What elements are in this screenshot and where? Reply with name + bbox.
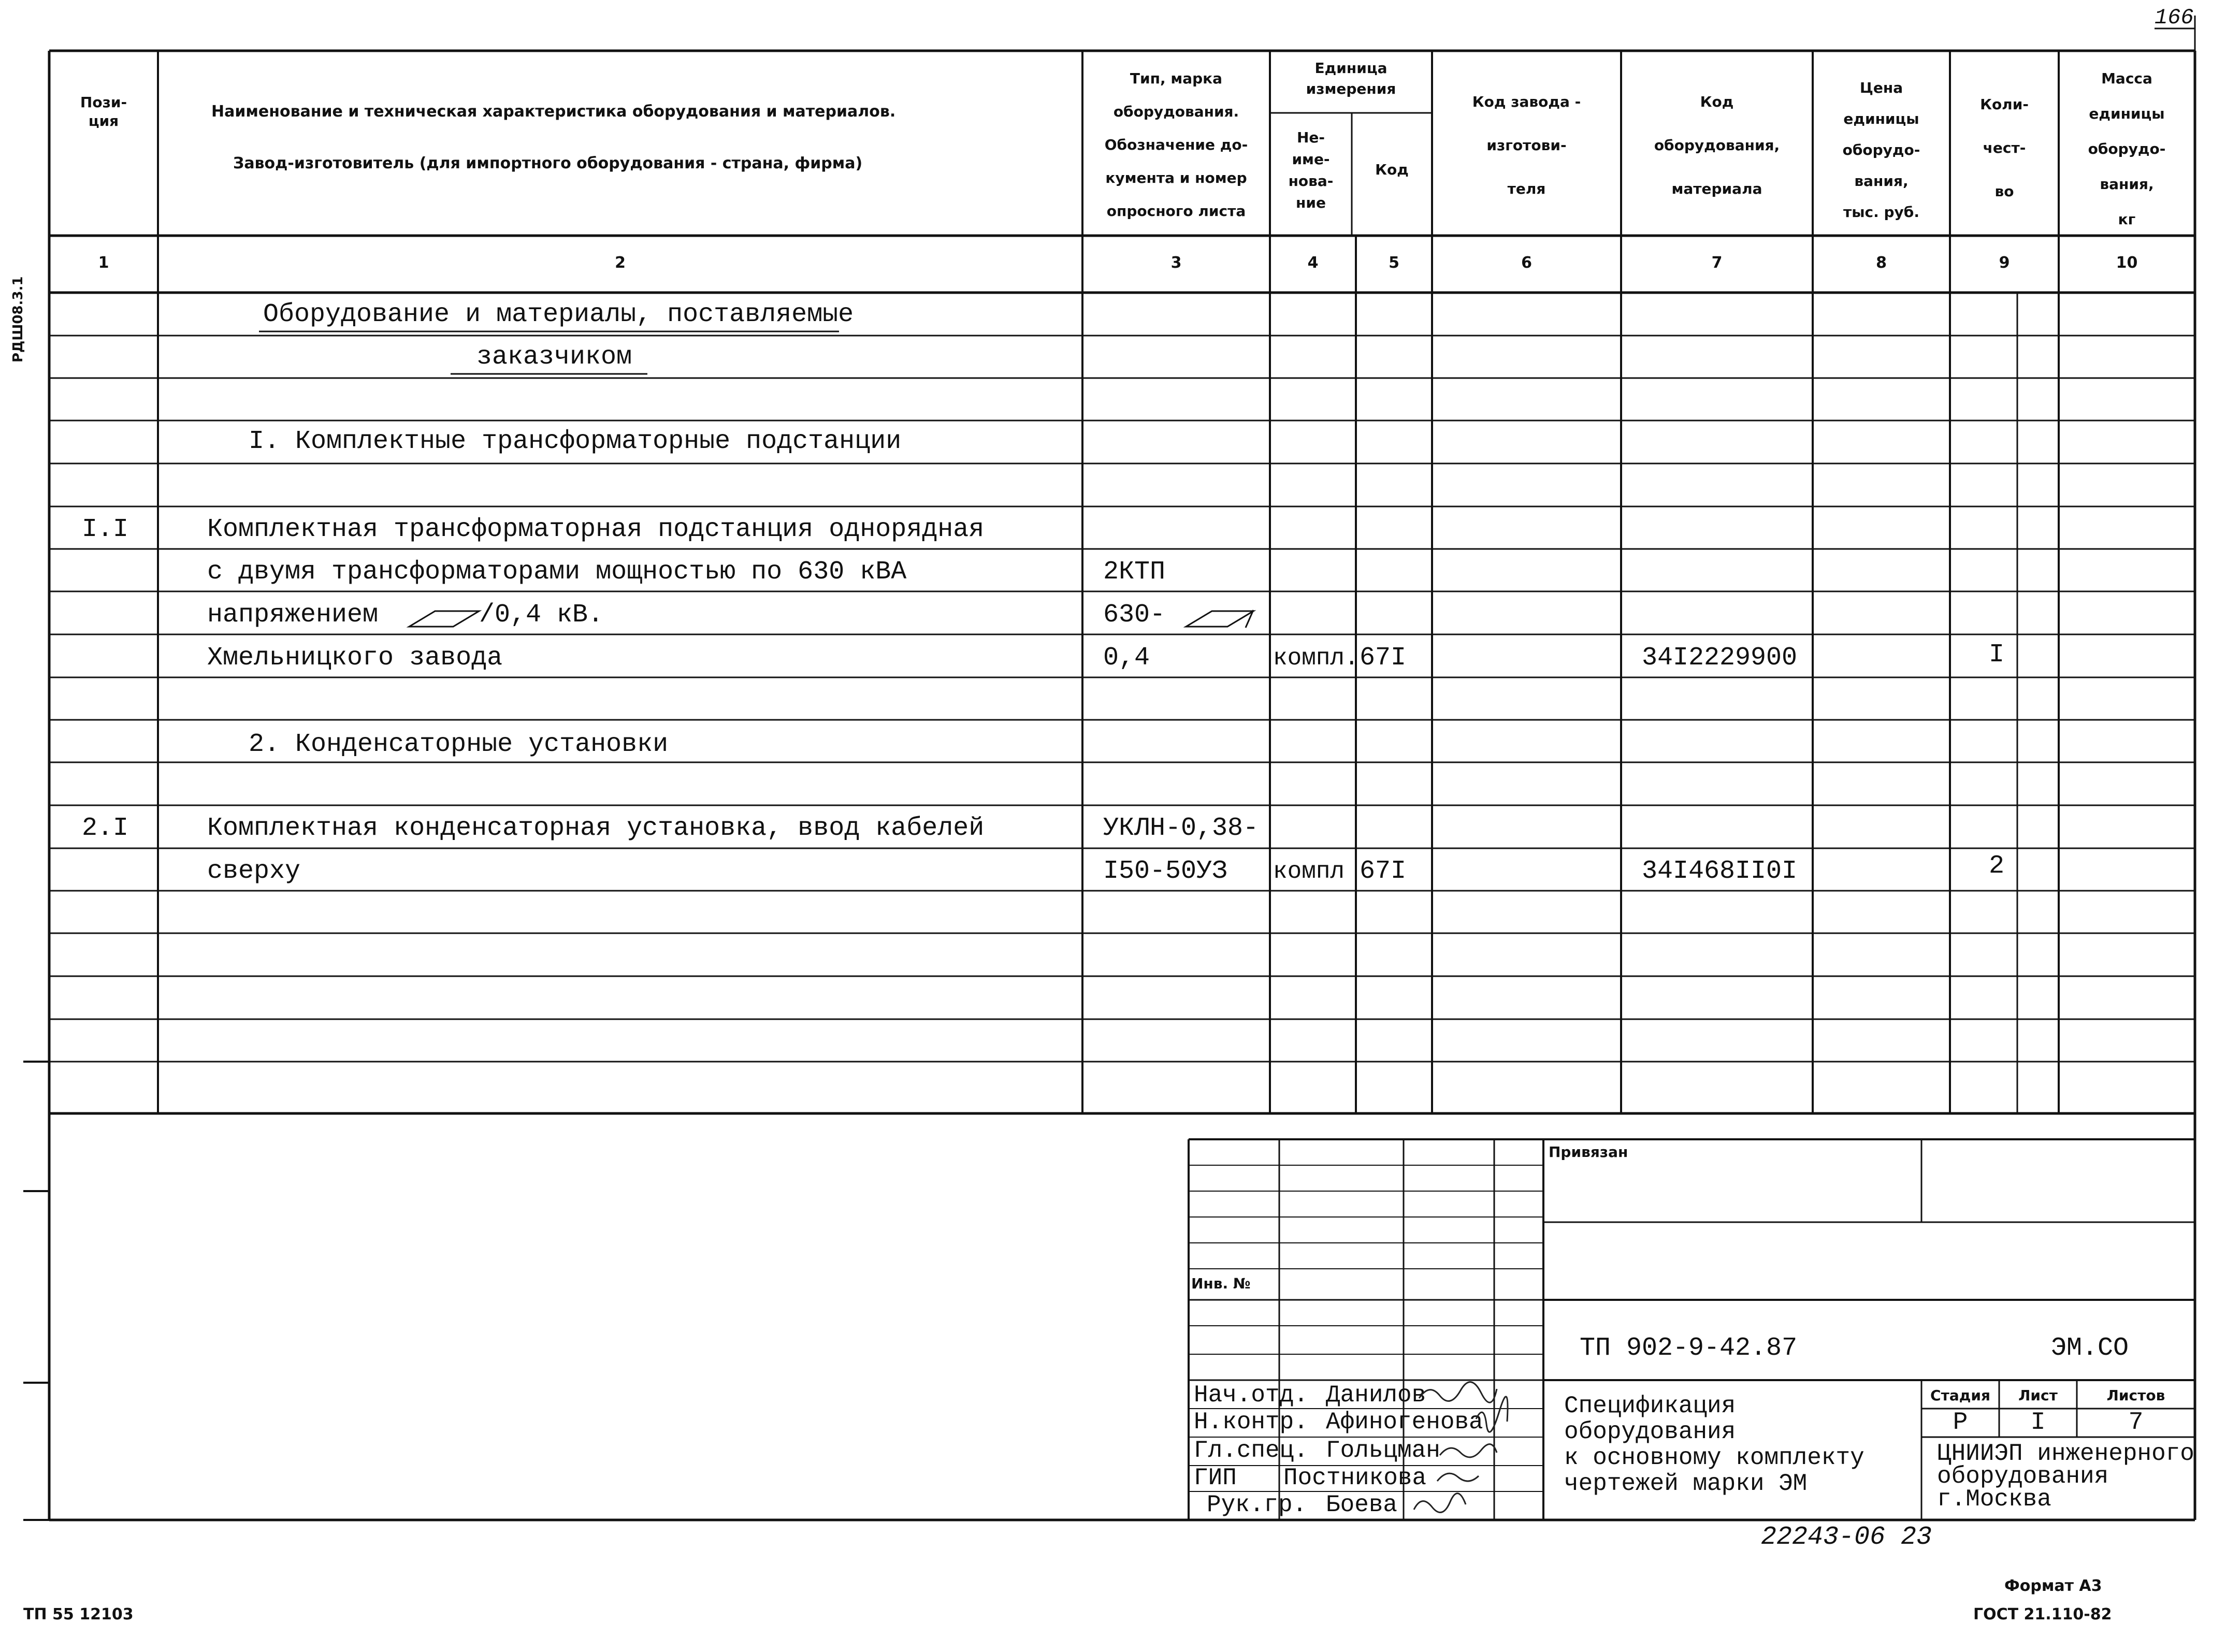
item2-unit: компл [1273,858,1345,885]
item1-unit-code: 67I [1360,643,1407,673]
item1-type-line2: 630- [1103,600,1166,630]
signature-scribble [1440,1444,1497,1457]
header-col6: Код завода - изготови- теля [1472,93,1581,197]
header-col2-line2: Завод-изготовитель (для импортного оборудования - страна, фирма) [233,154,863,172]
header-col2-line1: Наименование и техническая характеристика оборудования и материалов. [211,103,896,121]
col-number: 2 [615,254,626,272]
header-col4: Не- име- нова- ние [1288,129,1334,211]
tb-sheets: 7 [2128,1409,2144,1437]
header-unit: Единица измерения [1306,60,1396,97]
signature-scribble [1414,1494,1466,1513]
col-number: 3 [1170,254,1182,272]
header-col7: Код оборудования, материала [1654,93,1780,197]
col-number: 7 [1711,254,1723,272]
tb-stage-label: Стадия [1930,1387,1990,1404]
gost-label: ГОСТ 21.110-82 [1973,1605,2112,1624]
tb-sheet: I [2030,1409,2046,1437]
header-col10: Масса единицы оборудо- вания, кг [2088,70,2166,228]
item2-position: 2.I [82,814,129,843]
signer-name: Данилов [1326,1382,1426,1409]
item1-type-line3: 0,4 [1103,643,1150,673]
section-title-line2: заказчиком [476,342,632,372]
item1-line4: Хмельницкого завода [207,643,503,673]
signer-name: Афиногенова [1326,1409,1483,1436]
tb-doc-mark: ЭМ.СО [2051,1334,2129,1363]
header-col5: Код [1375,161,1409,178]
item1-type-line1: 2КТП [1103,557,1166,587]
item2-code: 34I468II0I [1642,857,1798,886]
stamp-number: 22243-06 23 [1761,1523,1932,1552]
format-label: Формат А3 [2004,1577,2102,1595]
tb-doc-code: ТП 902-9-42.87 [1580,1334,1798,1363]
header-col1: Пози- ция [80,94,127,129]
item1-line3: напряжением [207,600,379,630]
signer-role: Н.контр. [1194,1409,1308,1436]
item1-line1: Комплектная трансформаторная подстанция однорядная [207,515,985,544]
side-stamp: РДШ08.3.1 [10,276,26,363]
item1-quantity: I [1989,640,2005,670]
col-number: 9 [1999,254,2010,272]
page-number: 166 [2155,5,2194,30]
group1-title: I. Комплектные трансформаторные подстанции [249,427,902,456]
signer-role: Рук.гр. [1207,1491,1307,1518]
item2-type-line2: I50-50УЗ [1103,857,1228,886]
tb-sheet-label: Лист [2018,1387,2058,1404]
tb-inv-no: Инв. № [1191,1275,1251,1292]
item1-position: I.I [82,515,129,544]
item2-line2: сверху [207,857,301,886]
header-col3: Тип, марка оборудования. Обозначение до- кумента и номер опросного листа [1104,70,1248,220]
col-number: 5 [1389,254,1399,272]
col-number: 10 [2116,254,2138,272]
signature-scribble [1419,1382,1497,1403]
signer-role: ГИП [1194,1465,1237,1491]
signer-name: Постникова [1283,1465,1427,1491]
tb-doc-title: Спецификация оборудования к основному комплекту чертежей марки ЭМ [1564,1393,1864,1497]
section-title-line1: Оборудование и материалы, поставляемые [263,300,854,329]
item1-line3-suffix: /0,4 кВ. [479,600,604,630]
header-col9: Коли- чест- во [1980,96,2029,200]
col-number: 8 [1876,254,1887,272]
signer-name: Боева [1326,1491,1398,1518]
tb-privyazan: Привязан [1549,1143,1628,1161]
signer-name: Гольцман [1326,1437,1440,1464]
item2-line1: Комплектная конденсаторная установка, ввод кабелей [207,814,985,843]
signer-role: Гл.спец. [1194,1437,1308,1464]
side-code: ТП 55 12103 [23,1605,134,1624]
tb-organization: ЦНИИЭП инженерного оборудования г.Москва [1937,1440,2194,1513]
item1-line2: с двумя трансформаторами мощностью по 630 кВА [207,557,907,587]
signer-role: Нач.отд. [1194,1382,1308,1409]
tb-stage: Р [1953,1409,1968,1437]
item2-quantity: 2 [1989,851,2005,881]
tb-sheets-label: Листов [2106,1387,2165,1404]
item1-code: 34I2229900 [1642,643,1798,673]
group2-title: 2. Конденсаторные установки [249,730,669,759]
item1-unit: компл. [1273,645,1359,672]
item2-unit-code: 67I [1360,857,1407,886]
col-number: 6 [1521,254,1532,272]
col-number: 4 [1307,254,1319,272]
item2-type-line1: УКЛН-0,38- [1103,814,1259,843]
col-number: 1 [98,254,109,272]
signature-scribble [1437,1473,1479,1481]
header-col8: Цена единицы оборудо- вания, тыс. руб. [1842,79,1920,221]
